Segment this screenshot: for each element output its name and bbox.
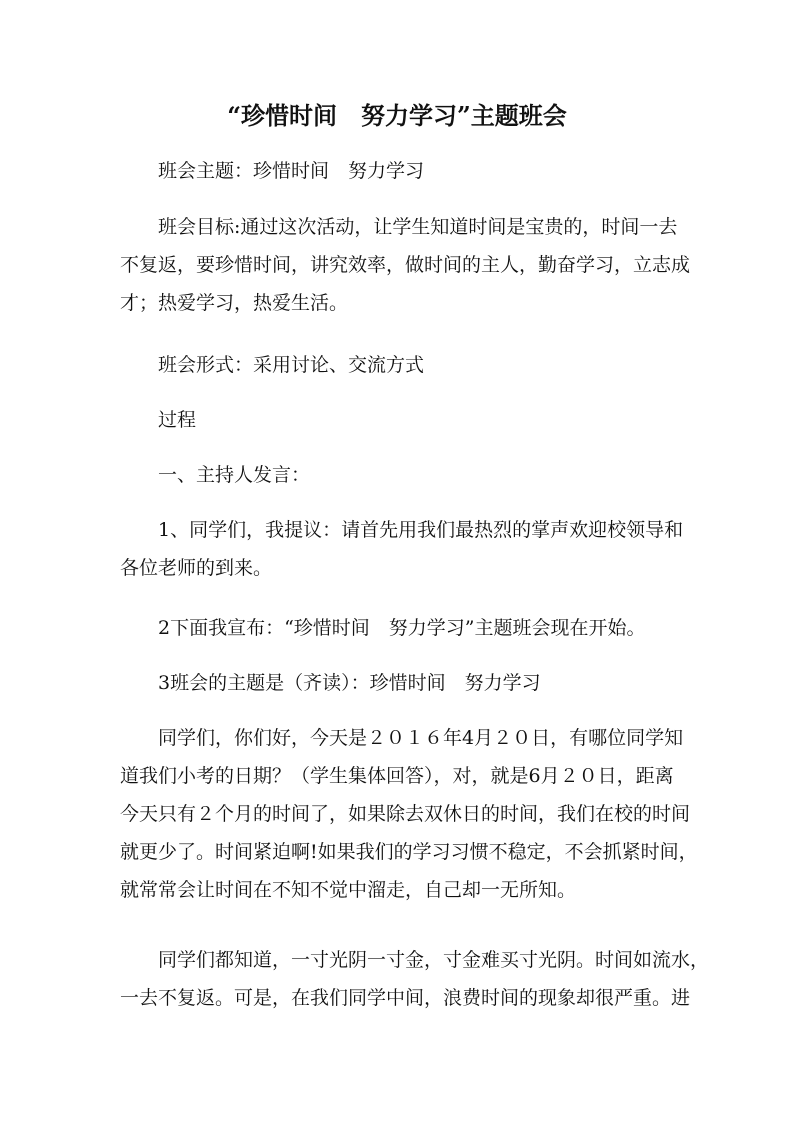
- text-line: 同学们都知道，一寸光阴一寸金，寸金难买寸光阴。时间如流水，: [158, 949, 710, 971]
- text-line: 就常常会让时间在不知不觉中溜走，自己却一无所知。: [120, 879, 577, 901]
- text-line: 今天只有２个月的时间了，如果除去双休日的时间，我们在校的时间: [120, 803, 691, 825]
- paragraph-format: [120, 346, 690, 384]
- text-line: 才；热爱学习，热爱生活。: [120, 292, 349, 314]
- text-line: 班会主题：珍惜时间 努力学习: [158, 160, 425, 182]
- text-line: 班会形式：采用讨论、交流方式: [158, 354, 425, 376]
- paragraph-host-speech: [120, 456, 690, 494]
- paragraph-time-value: [120, 941, 710, 1017]
- text-line: 道我们小考的日期？（学生集体回答），对，就是6月２０日，距离: [120, 765, 674, 787]
- text-line: 一、主持人发言：: [158, 464, 311, 486]
- document-title: “珍惜时间 努力学习”主题班会: [227, 101, 567, 130]
- text-line: 不复返，要珍惜时间，讲究效率，做时间的主人，勤奋学习，立志成: [120, 254, 691, 276]
- paragraph-item-2: [120, 609, 690, 647]
- paragraph-theme: [120, 152, 690, 190]
- text-line: 2下面我宣布：“珍惜时间 努力学习”主题班会现在开始。: [158, 617, 646, 639]
- paragraph-process-heading: [120, 401, 690, 439]
- text-line: 班会目标:通过这次活动，让学生知道时间是宝贵的，时间一去: [158, 216, 678, 238]
- text-line: 各位老师的到来。: [120, 557, 273, 579]
- text-line: 一去不复返。可是，在我们同学中间，浪费时间的现象却很严重。进: [120, 987, 691, 1009]
- text-line: 就更少了。时间紧迫啊!如果我们的学习习惯不稳定，不会抓紧时间，: [120, 841, 698, 863]
- text-line: 同学们，你们好，今天是２０１６年4月２０日，有哪位同学知: [158, 727, 684, 749]
- paragraph-goal: [120, 208, 690, 322]
- paragraph-item-1: [120, 511, 690, 587]
- text-line: 3班会的主题是（齐读）：珍惜时间 努力学习: [158, 672, 541, 694]
- text-line: 过程: [158, 409, 197, 431]
- paragraph-greeting: [120, 719, 698, 909]
- paragraph-item-3: [120, 664, 690, 702]
- text-line: 1、同学们，我提议：请首先用我们最热烈的掌声欢迎校领导和: [158, 519, 684, 541]
